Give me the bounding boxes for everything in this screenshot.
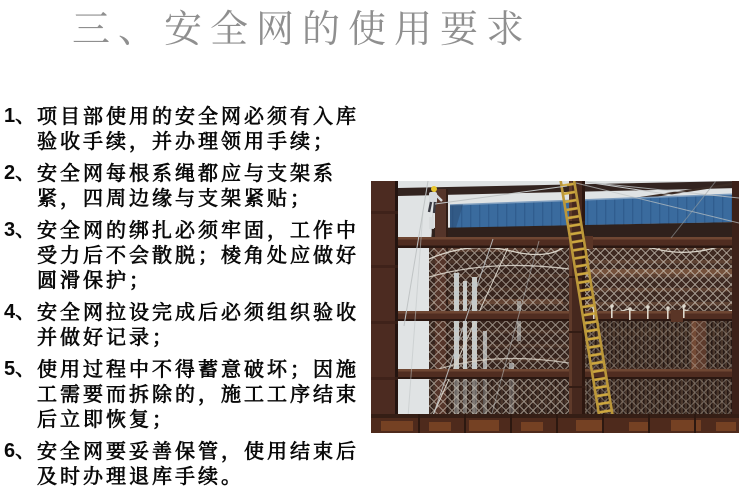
item-number: 4、 [4, 301, 36, 323]
helmet [431, 186, 437, 192]
item-number: 2、 [4, 162, 36, 184]
slide-title: 三、安全网的使用要求 [72, 7, 533, 51]
item-number: 1、 [4, 105, 36, 127]
list-item [4, 439, 366, 489]
left-column [371, 181, 398, 433]
list-item [4, 300, 366, 350]
item-text: 项目部使用的安全网必须有入库验收手续，并办理领用手续； [37, 104, 359, 153]
item-text: 安全网要妥善保管，使用结束后及时办理退库手续。 [37, 439, 359, 488]
construction-photo [371, 181, 739, 433]
right-column [732, 181, 739, 433]
item-text: 安全网拉设完成后必须组织验收并做好记录； [37, 300, 359, 349]
item-number: 5、 [4, 358, 36, 380]
item-number: 3、 [4, 219, 36, 241]
item-text: 安全网的绑扎必须牢固，工作中受力后不会散脱；棱角处应做好圆滑保护； [37, 218, 359, 292]
list-item [4, 161, 366, 211]
list-item [4, 218, 366, 293]
list-item [4, 104, 366, 154]
item-text: 使用过程中不得蓄意破坏；因施工需要而拆除的，施工工序结束后立即恢复； [37, 357, 359, 431]
list-item [4, 357, 366, 432]
item-text: 安全网每根系绳都应与支架系紧，四周边缘与支架紧贴； [37, 161, 336, 210]
item-number: 6、 [4, 440, 36, 462]
requirements-list [4, 104, 366, 496]
bottom-wall [371, 414, 739, 433]
